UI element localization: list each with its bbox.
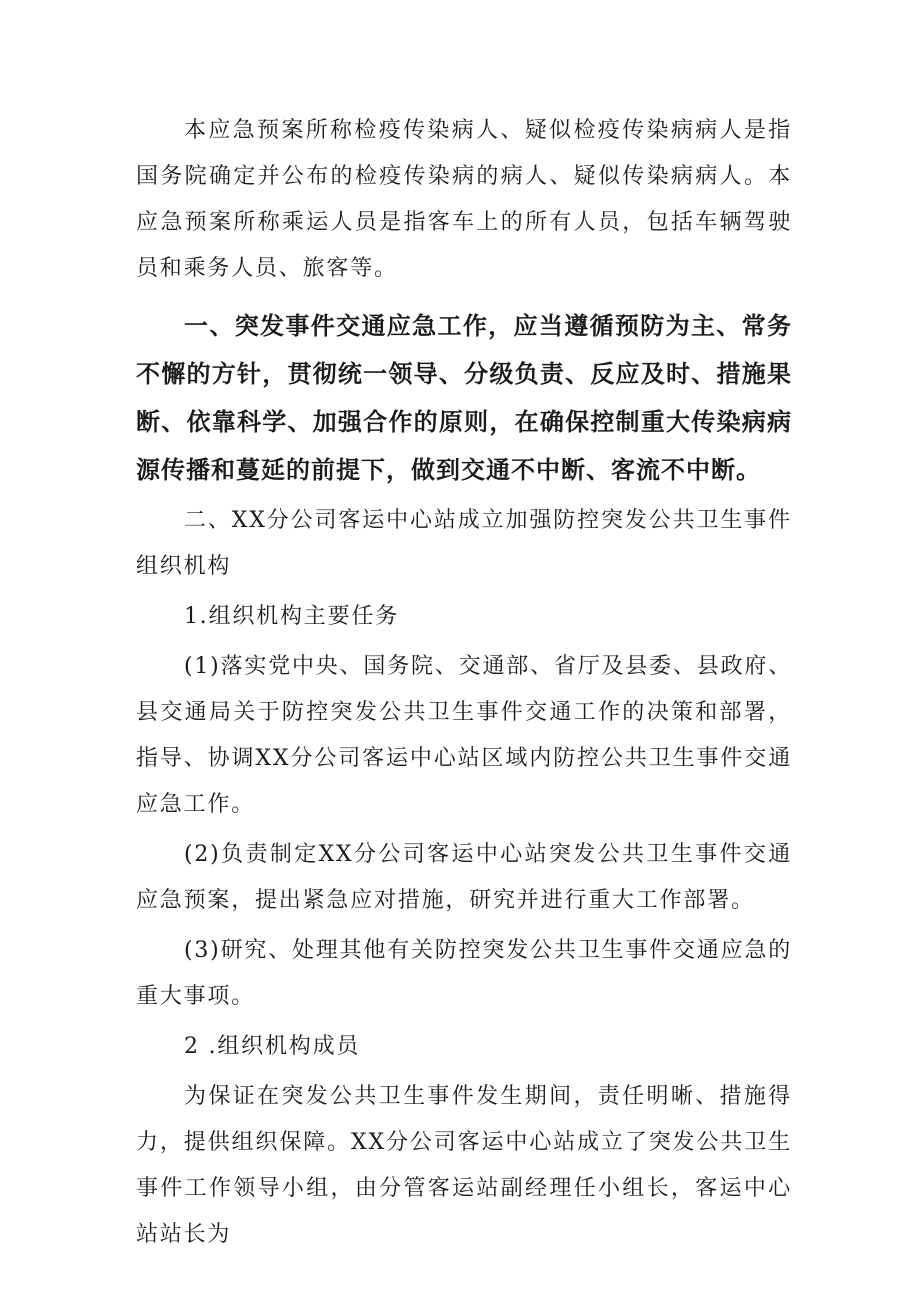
task-item-2: (2)负责制定XX分公司客运中心站突发公共卫生事件交通应急预案，提出紧急应对措施，研究并进行重大工作部署。 (136, 842, 792, 913)
task-item-1: (1)落实党中央、国务院、交通部、省厅及县委、县政府、县交通局关于防控突发公共卫生事件交通工作的决策和部署，指导、协调XX分公司客运中心站区域内防控公共卫生事件交通应急工作。 (136, 654, 792, 817)
section-heading-organization: 二、XX分公司客运中心站成立加强防控突发公共卫生事件组织机构 (136, 508, 792, 579)
task-item-3: (3)研究、处理其他有关防控突发公共卫生事件交通应急的重大事项。 (136, 938, 792, 1009)
document-body (136, 108, 792, 1258)
paragraph-members: 为保证在突发公共卫生事件发生期间，责任明晰、措施得力，提供组织保障。XX分公司客运中心站成立了突发公共卫生事件工作领导小组，由分管客运站副经理任小组长，客运中心站站长为 (136, 1084, 792, 1247)
subheading-members: 2 .组织机构成员 (184, 1034, 361, 1059)
paragraph-principle-heading: 一、突发事件交通应急工作，应当遵循预防为主、常务不懈的方针，贯彻统一领导、分级负责、反应及时、措施果断、依靠科学、加强合作的原则，在确保控制重大传染病病源传播和蔓延的前提下，做到交通不中断、客流不中断。 (136, 312, 792, 484)
paragraph-definition: 本应急预案所称检疫传染病人、疑似检疫传染病病人是指国务院确定并公布的检疫传染病的病人、疑似传染病病人。本应急预案所称乘运人员是指客车上的所有人员，包括车辆驾驶员和乘务人员、旅客等。 (136, 118, 792, 281)
subheading-main-tasks: 1.组织机构主要任务 (184, 604, 399, 629)
